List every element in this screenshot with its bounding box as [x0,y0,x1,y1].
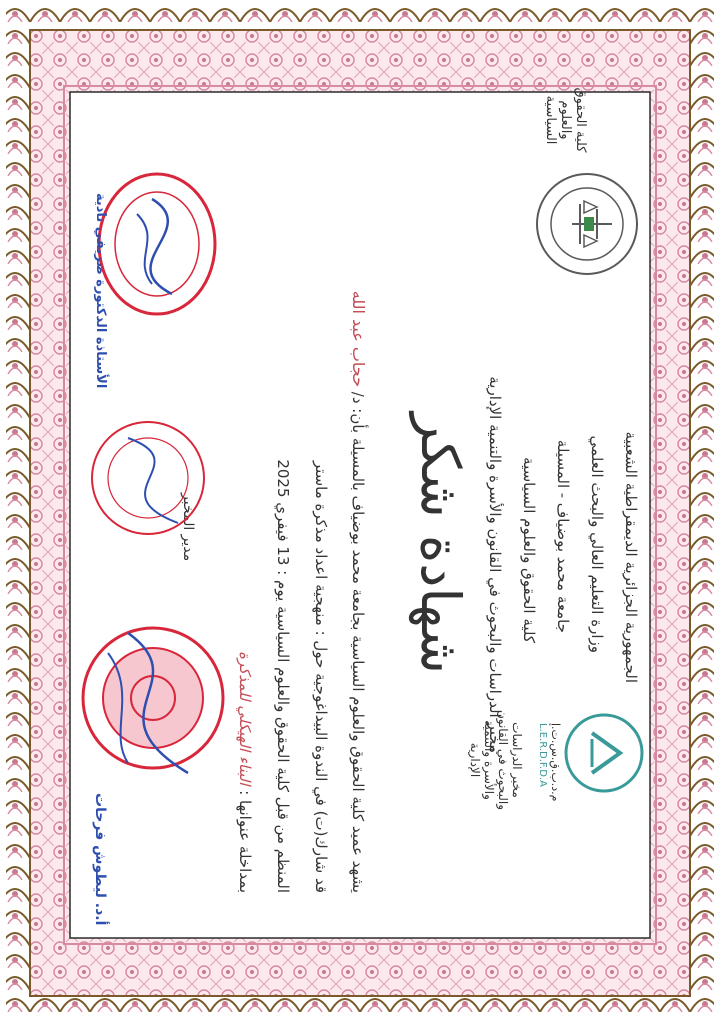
lab-line: مخبر الدراسات والبحوث في القانون والأسرة والتنمية الإدارية [486,376,504,753]
body-line-2: قد شارك(ت) في الندوة البيداغوجية حول : منهجية اعداد مذكرة ماستر [312,460,330,893]
ministry-line: وزارة التعليم العالي والبحث العلمي [588,435,606,653]
lab-logo-letters-en: L.E.R.D.F.D.A [537,723,548,787]
lab-logo-caption: مخبر الدراسات والبحوث في القانون والأسرة والتنمية الإدارية [468,709,524,811]
body-line-1 [349,291,368,893]
dean-name: الأستاذة الدكتورة ضريفي نادية [93,193,108,389]
dean-signature-text: أ.د. ليطوش فرحات [92,793,108,926]
body-line-4 [236,651,254,893]
body-line-3: المنظم من قبل كلية الحقوق والعلوم السياسية يوم : 13 فيفري 2025 [274,459,292,893]
recipient-name: حجاب عبد الله [349,290,368,387]
faculty-stamp [88,413,208,543]
body-line-4-text: بمداخلة عنوانها : [236,790,254,893]
intervention-topic: البناء الهيكلي للمذكرة [236,651,254,786]
lab-logo-letters-ar: م.د.ب.ق.س.ت.إ [549,723,562,802]
faculty-seal-caption: كلية الحقوق والعلوم السياسية [543,87,588,153]
ministry-stamp [78,613,228,783]
dean-stamp [92,169,222,319]
lab-logo [564,713,644,793]
certificate-content [72,73,648,953]
faculty-seal [532,169,642,279]
republic-line: الجمهورية الجزائرية الديمقراطية الشعبية [622,431,640,683]
certificate-title: شهادة شكر [409,413,472,674]
faculty-line: كلية الحقوق والعلوم السياسية [520,457,538,643]
lab-director-label: مدير المخبر [180,493,196,562]
body-line-1-text: يشهد عميد كلية الحقوق والعلوم السياسية بجامعة محمد بوضياف بالمسيلة بأن: د/ [349,391,367,893]
university-line: جامعة محمد بوضياف - المسيلة [554,439,572,633]
